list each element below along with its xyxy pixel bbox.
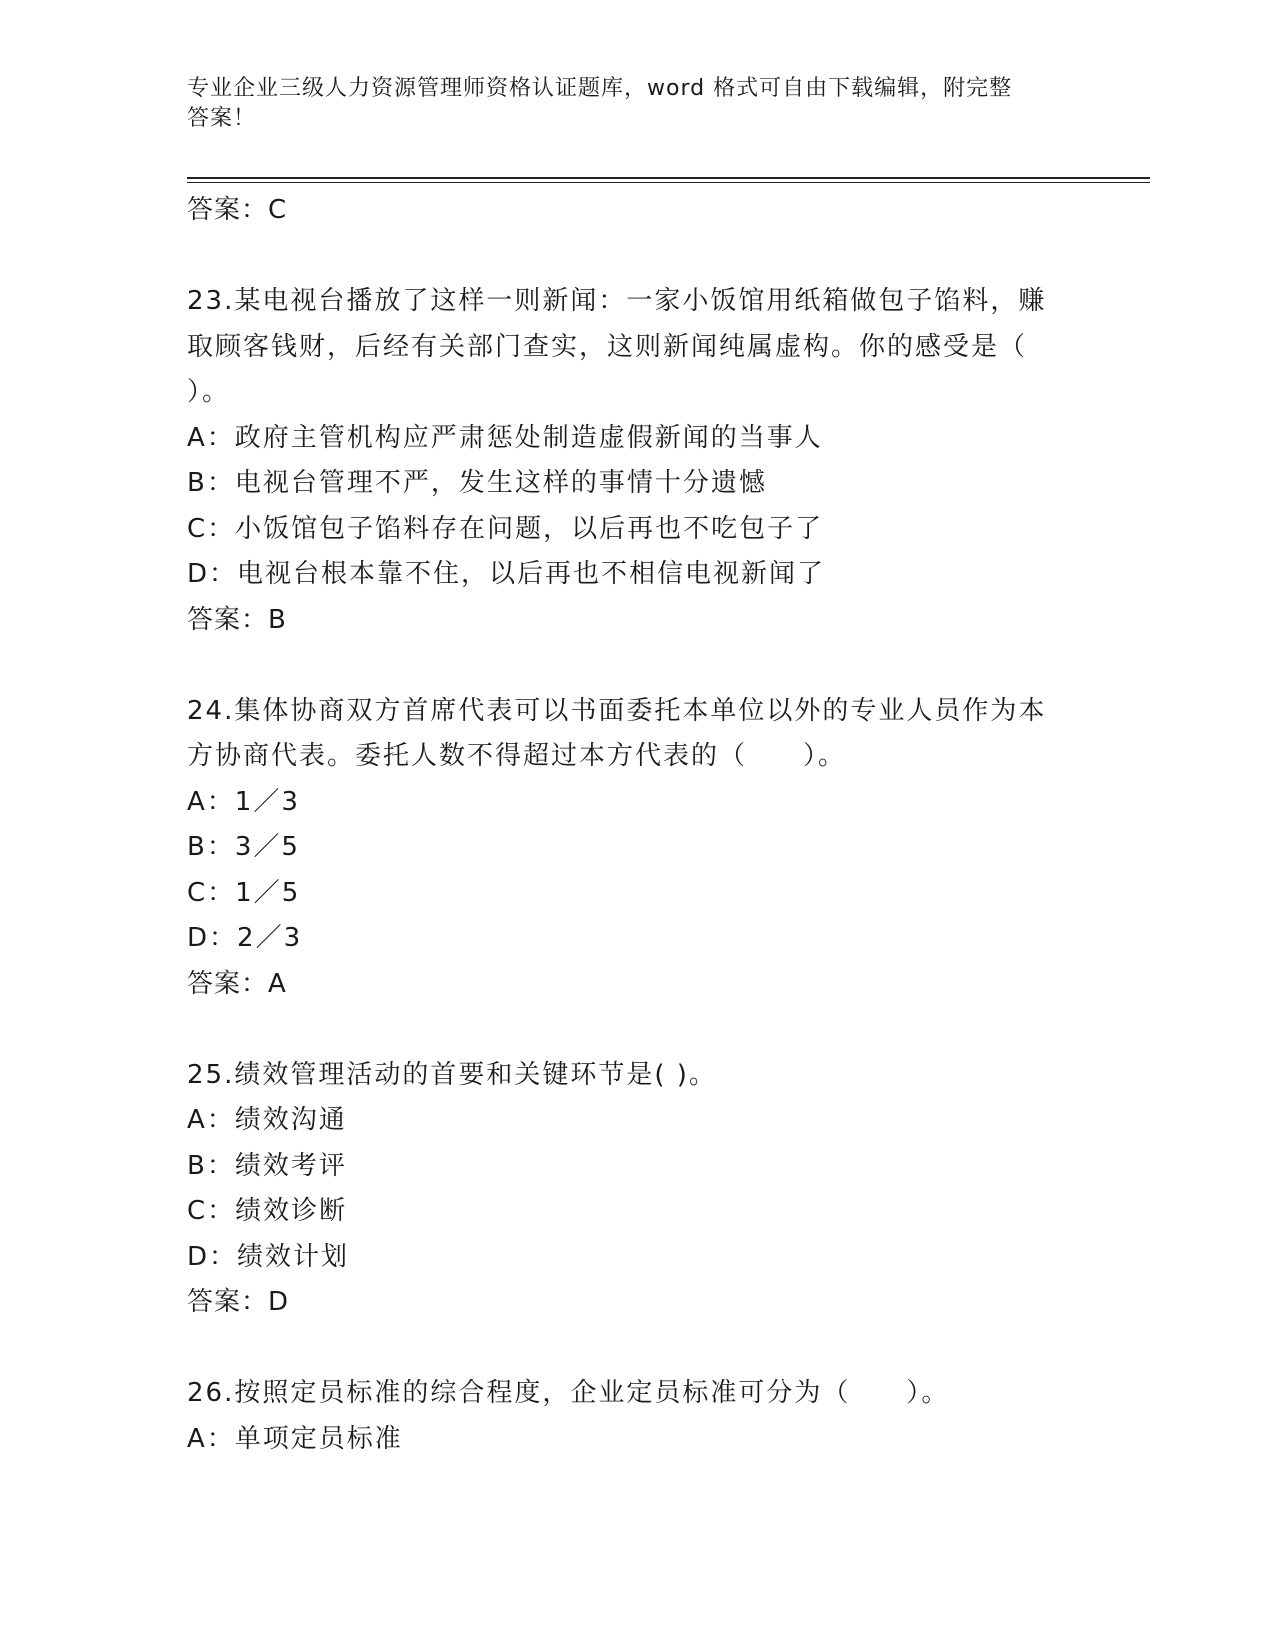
option-d: D：绩效计划 (187, 1241, 350, 1272)
page-header (187, 74, 1087, 134)
option-b: B：绩效考评 (187, 1150, 347, 1181)
question-26 (187, 1371, 1087, 1462)
spacer (187, 1326, 1087, 1372)
header-divider-thick (187, 177, 1150, 179)
option-b: B：3／5 (187, 832, 300, 862)
question-text: 方协商代表。委托人数不得超过本方代表的（ ）。 (187, 741, 847, 771)
spacer (187, 1007, 1087, 1053)
question-text: ）。 (187, 377, 231, 407)
answer: 答案：B (187, 604, 287, 635)
option-a: A：单项定员标准 (187, 1423, 403, 1454)
spacer (187, 234, 1087, 280)
option-b: B：电视台管理不严，发生这样的事情十分遗憾 (187, 468, 767, 498)
spacer (187, 643, 1087, 689)
question-content (187, 188, 1087, 1462)
answer-previous: 答案：C (187, 195, 288, 225)
header-line-1: 专业企业三级人力资源管理师资格认证题库，word 格式可自由下载编辑，附完整 (187, 76, 1013, 101)
answer: 答案：A (187, 968, 287, 999)
option-d: D：2／3 (187, 923, 303, 953)
question-23 (187, 279, 1087, 643)
option-c: C：小饭馆包子馅料存在问题，以后再也不吃包子了 (187, 513, 824, 544)
question-24 (187, 689, 1087, 1008)
answer: 答案：D (187, 1287, 290, 1317)
header-divider-thin (187, 182, 1150, 183)
header-line-2: 答案！ (187, 106, 257, 131)
question-text: 25.绩效管理活动的首要和关键环节是( )。 (187, 1059, 717, 1090)
question-25 (187, 1053, 1087, 1326)
option-a: A：政府主管机构应严肃惩处制造虚假新闻的当事人 (187, 422, 823, 453)
option-c: C：1／5 (187, 877, 301, 908)
option-a: A：1／3 (187, 786, 300, 817)
question-text: 24.集体协商双方首席代表可以书面委托本单位以外的专业人员作为本 (187, 695, 1047, 726)
option-c: C：绩效诊断 (187, 1196, 348, 1226)
option-a: A：绩效沟通 (187, 1105, 347, 1135)
question-text: 取顾客钱财，后经有关部门查实，这则新闻纯属虚构。你的感受是（ (187, 331, 1028, 362)
question-text: 23.某电视台播放了这样一则新闻：一家小饭馆用纸箱做包子馅料，赚 (187, 286, 1047, 316)
question-text: 26.按照定员标准的综合程度，企业定员标准可分为（ ）。 (187, 1378, 950, 1408)
option-d: D：电视台根本靠不住，以后再也不相信电视新闻了 (187, 559, 826, 589)
